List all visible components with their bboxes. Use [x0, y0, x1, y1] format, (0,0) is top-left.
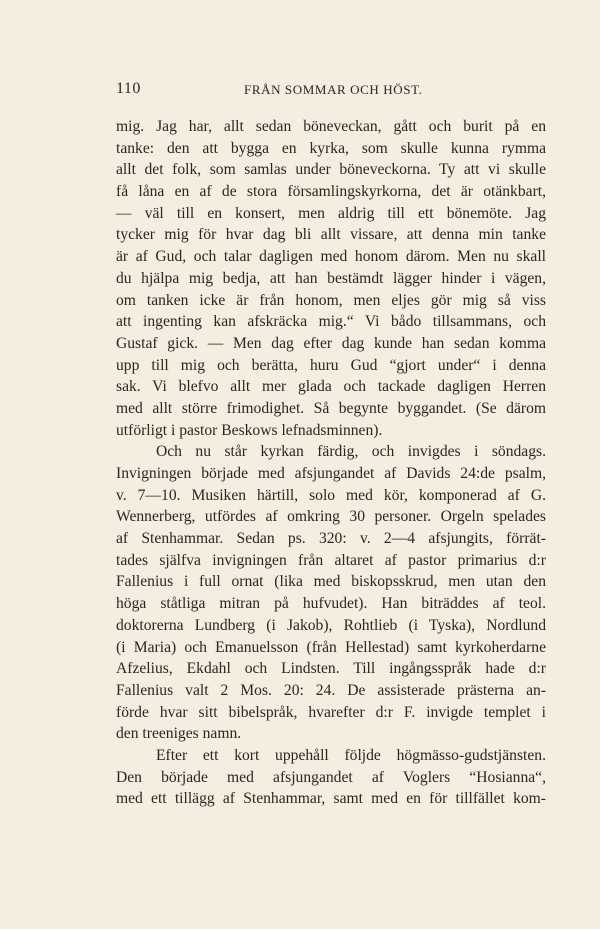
body-text — [116, 116, 546, 810]
text-line: Wennerberg, utfördes af omkring 30 personer. Orgeln spelades — [116, 508, 546, 526]
text-line: Den började med afsjungandet af Voglers “Hosianna“, — [116, 768, 546, 786]
text-line: allt det folk, som samlas under böneveckorna. Ty att vi skulle — [116, 161, 546, 179]
text-line: höga ståtliga mitran på hufvudet). Han biträddes af teol. — [116, 595, 546, 613]
text-line: du hjälpa mig bedja, att han bestämdt lägger hinder i vägen, — [116, 269, 546, 287]
running-title: FRÅN SOMMAR OCH HÖST. — [244, 82, 423, 97]
text-line: Efter ett kort uppehåll följde högmässo-gudstjänsten. — [156, 746, 546, 764]
text-line: mig. Jag har, allt sedan böneveckan, gått och burit på en — [116, 118, 546, 135]
text-line: v. 7—10. Musiken härtill, solo med kör, komponerad af G. — [116, 486, 546, 504]
text-line: sak. Vi blefvo allt mer glada och tackade dagligen Herren — [116, 378, 546, 396]
text-line: Fallenius i full ornat (lika med biskopsskrud, men utan den — [116, 573, 546, 591]
text-line: tanke: den att bygga en kyrka, som skulle kunna rymma — [116, 139, 546, 157]
text-line: förde hvar sitt bibelspråk, hvarefter d:r F. invigde templet i — [116, 703, 546, 721]
text-line: — väl till en konsert, men aldrig till ett bönemöte. Jag — [116, 204, 546, 222]
text-line: Gustaf gick. — Men dag efter dag kunde han sedan komma — [116, 334, 546, 352]
text-line: upp till mig och berätta, huru Gud “gjort under“ i denna — [116, 356, 546, 374]
text-line: Invigningen började med afsjungandet af Davids 24:de psalm, — [116, 465, 546, 482]
text-line: att ingenting kan afskräcka mig.“ Vi bådo tillsammans, och — [116, 313, 546, 331]
text-line: tycker mig för hvar dag bli allt vissare, att denna min tanke — [116, 226, 546, 244]
text-line: Och nu står kyrkan färdig, och invigdes i söndags. — [156, 443, 546, 461]
text-line: tades själfva invigningen från altaret af pastor primarius d:r — [116, 551, 546, 569]
text-line: utförligt i pastor Beskows lefnadsminnen). — [116, 421, 383, 439]
text-line: doktorerna Lundberg (i Jakob), Rohtlieb (i Tyska), Nordlund — [116, 616, 546, 634]
text-line: af Stenhammar. Sedan ps. 320: v. 2—4 afsjungits, förrät- — [116, 530, 546, 548]
text-line: (i Maria) och Emanuelsson (från Hellestad) samt kyrkoherdarne — [116, 638, 546, 656]
text-line: med allt större frimodighet. Så begynte byggandet. (Se därom — [116, 399, 546, 417]
text-line: om tanken icke är från honom, men eljes gör mig så viss — [116, 291, 546, 309]
text-line: med ett tillägg af Stenhammar, samt med en för tillfället kom- — [116, 790, 546, 808]
text-line: den treeniges namn. — [116, 725, 242, 743]
page-number: 110 — [116, 80, 141, 97]
text-line: Fallenius valt 2 Mos. 20: 24. De assisterade prästerna an- — [116, 681, 546, 699]
page-header — [116, 80, 546, 102]
text-line: få låna en af de stora församlingskyrkorna, det är otänkbart, — [116, 183, 546, 201]
text-line: är af Gud, och talar dagligen med honom därom. Men nu skall — [116, 248, 546, 266]
text-line: Afzelius, Ekdahl och Lindsten. Till ingångsspråk hade d:r — [116, 660, 546, 678]
